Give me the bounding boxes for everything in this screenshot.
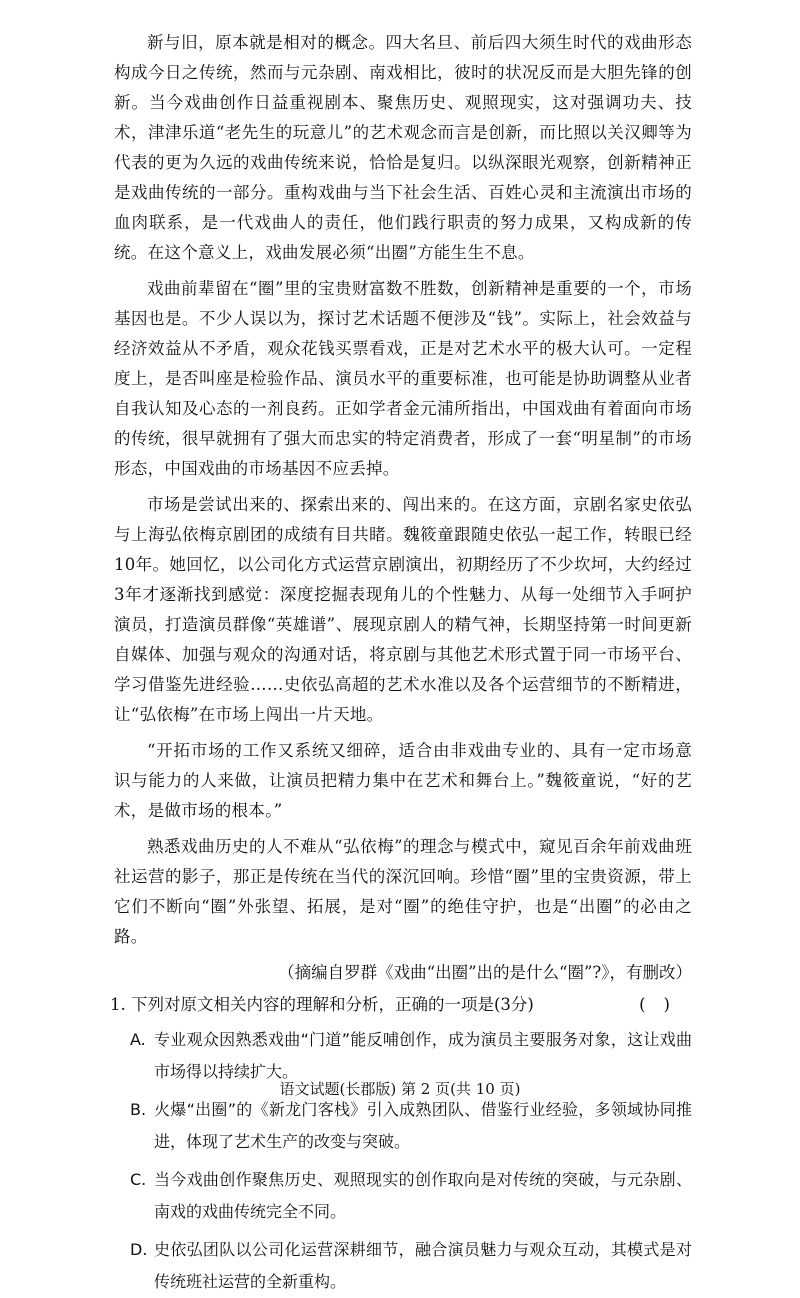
option-text: 当今戏曲创作聚焦历史、观照现实的创作取向是对传统的突破，与元杂剧、南戏的戏曲传统完全不同。 — [154, 1170, 692, 1221]
page-footer: 语文试题(长郡版) 第 2 页(共 10 页) — [279, 1080, 521, 1098]
option-c — [130, 1164, 692, 1228]
reading-passage — [114, 28, 692, 988]
source-citation: （摘编自罗群《戏曲“出圈”出的是什么“圈”?》，有删改） — [278, 963, 692, 982]
passage-paragraph-3: 市场是尝试出来的、探索出来的、闯出来的。在这方面，京剧名家史依弘与上海弘依梅京剧团的成绩有目共睹。魏筱童跟随史依弘一起工作，转眼已经10年。她回忆，以公司化方式运营京剧演出，初期经历了不少坎坷，大约经过3年才逐渐找到感觉：深度挖掘表现角儿的个性魅力、从每一处细节入手呵护演员，打造演员群像“英雄谱”、展现京剧人的精气神，长期坚持第一时间更新自媒体、加强与观众的沟通对话，将京剧与其他艺术形式置于同一市场平台、学习借鉴先进经验……史依弘高超的艺术水准以及各个运营细节的不断精进，让“弘依梅”在市场上闯出一片天地。 — [114, 495, 692, 724]
question-stem-row — [110, 990, 692, 1020]
option-text: 火爆“出圈”的《新龙门客栈》引入成熟团队、借鉴行业经验，多领域协同推进，体现了艺术生产的改变与突破。 — [154, 1100, 692, 1151]
answer-blank: () — [639, 995, 688, 1014]
passage-paragraph-4-quote: “开拓市场的工作又系统又细碎，适合由非戏曲专业的、具有一定市场意识与能力的人来做，让演员把精力集中在艺术和舞台上。”魏筱童说，“好的艺术，是做市场的根本。” — [114, 741, 692, 820]
option-text: 史依弘团队以公司化运营深耕细节，融合演员魅力与观众互动，其模式是对传统班社运营的全新重构。 — [154, 1240, 692, 1291]
option-d — [130, 1234, 692, 1298]
option-letter: A. — [130, 1030, 146, 1049]
passage-paragraph-5: 熟悉戏曲历史的人不难从“弘依梅”的理念与模式中，窥见百余年前戏曲班社运营的影子，那正是传统在当代的深沉回响。珍惜“圈”里的宝贵资源，带上它们不断向“圈”外张望、拓展，是对“圈”的绝佳守护，也是“出圈”的必由之路。 — [114, 837, 692, 946]
question-stem: 1. 下列对原文相关内容的理解和分析，正确的一项是(3分) — [110, 995, 534, 1014]
passage-paragraph-1: 新与旧，原本就是相对的概念。四大名旦、前后四大须生时代的戏曲形态构成今日之传统，然而与元杂剧、南戏相比，彼时的状况反而是大胆先锋的创新。当今戏曲创作日益重视剧本、聚焦历史、观照现实，这对强调功夫、技术，津津乐道“老先生的玩意儿”的艺术观念而言是创新，而比照以关汉卿等为代表的更为久远的戏曲传统来说，恰恰是复归。以纵深眼光观察，创新精神正是戏曲传统的一部分。重构戏曲与当下社会生活、百姓心灵和主流演出市场的血肉联系，是一代戏曲人的责任，他们践行职责的努力成果，又构成新的传统。在这个意义上，戏曲发展必须“出圈”方能生生不息。 — [114, 33, 692, 262]
option-b — [130, 1094, 692, 1158]
passage-paragraph-2: 戏曲前辈留在“圈”里的宝贵财富数不胜数，创新精神是重要的一个，市场基因也是。不少人误以为，探讨艺术话题不便涉及“钱”。实际上，社会效益与经济效益从不矛盾，观众花钱买票看戏，正是对艺术水平的极大认可。一定程度上，是否叫座是检验作品、演员水平的重要标准，也可能是协助调整从业者自我认知及心态的一剂良药。正如学者金元浦所指出，中国戏曲有着面向市场的传统，很早就拥有了强大而忠实的特定消费者，形成了一套“明星制”的市场形态，中国戏曲的市场基因不应丢掉。 — [114, 279, 692, 478]
option-letter: D. — [130, 1240, 148, 1259]
option-letter: C. — [130, 1170, 147, 1189]
option-text: 专业观众因熟悉戏曲“门道”能反哺创作，成为演员主要服务对象，这让戏曲市场得以持续扩大。 — [154, 1030, 692, 1081]
option-letter: B. — [130, 1100, 147, 1119]
options-list — [130, 1024, 692, 1298]
question-1 — [110, 990, 692, 1298]
